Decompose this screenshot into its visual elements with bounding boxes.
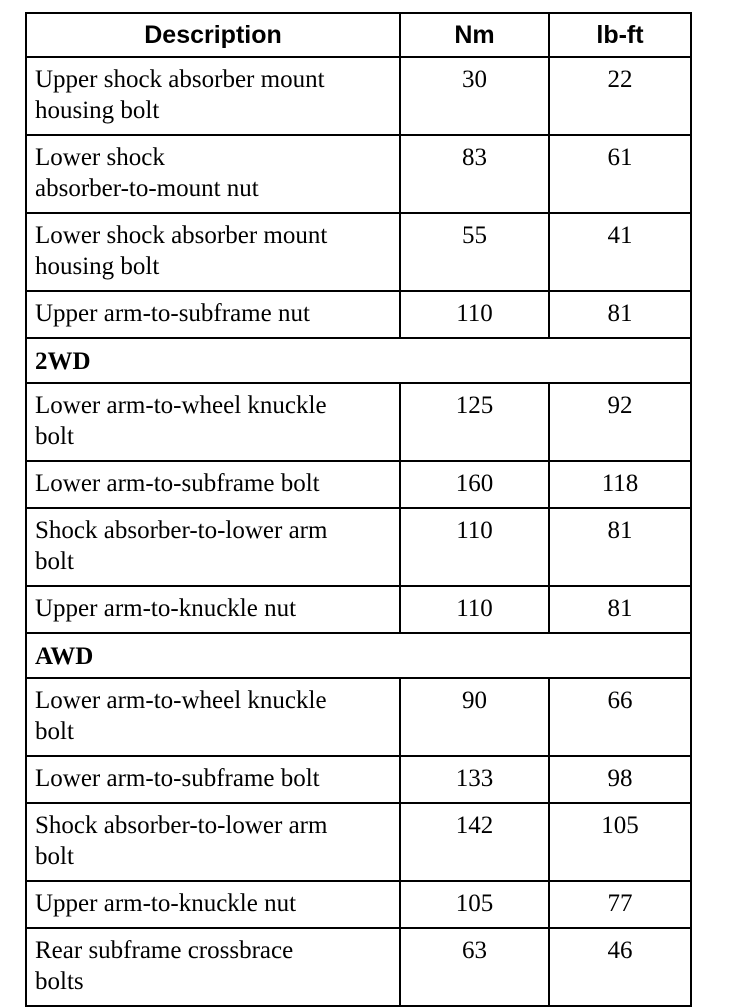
description-line: Shock absorber-to-lower arm: [35, 812, 328, 839]
nm-value-cell: 110: [400, 586, 549, 633]
lbft-value-cell: 61: [549, 135, 691, 213]
description-line: Upper arm-to-knuckle nut: [35, 595, 297, 622]
table-row: [26, 928, 691, 1006]
description-line: housing bolt: [35, 97, 160, 124]
description-line: Upper arm-to-knuckle nut: [35, 890, 297, 917]
description-line: Lower arm-to-wheel knuckle: [35, 392, 327, 419]
nm-value-cell: 63: [400, 928, 549, 1006]
nm-value-cell: 160: [400, 461, 549, 508]
table-row: [26, 291, 691, 338]
column-header-lbft: lb-ft: [549, 13, 691, 57]
table-row: [26, 213, 691, 291]
description-cell: [26, 586, 400, 633]
table-row: [26, 803, 691, 881]
description-line: bolt: [35, 423, 74, 450]
description-line: Upper arm-to-subframe nut: [35, 300, 310, 327]
lbft-value-cell: 81: [549, 291, 691, 338]
description-cell: [26, 291, 400, 338]
table-row: [26, 135, 691, 213]
lbft-value-cell: 118: [549, 461, 691, 508]
column-header-description: Description: [26, 13, 400, 57]
description-line: Lower arm-to-wheel knuckle: [35, 687, 327, 714]
description-cell: [26, 461, 400, 508]
description-cell: [26, 928, 400, 1006]
description-line: Lower shock absorber mount: [35, 222, 328, 249]
nm-value-cell: 125: [400, 383, 549, 461]
nm-value-cell: 110: [400, 291, 549, 338]
description-line: housing bolt: [35, 253, 160, 280]
table-row: [26, 508, 691, 586]
description-line: Rear subframe crossbrace: [35, 937, 294, 964]
table-row: [26, 881, 691, 928]
description-cell: [26, 678, 400, 756]
lbft-value-cell: 77: [549, 881, 691, 928]
description-cell: [26, 213, 400, 291]
lbft-value-cell: 81: [549, 586, 691, 633]
description-line: Shock absorber-to-lower arm: [35, 517, 328, 544]
table-body: [26, 57, 691, 1006]
lbft-value-cell: 105: [549, 803, 691, 881]
description-line: Lower shock: [35, 144, 165, 171]
nm-value-cell: 83: [400, 135, 549, 213]
lbft-value-cell: 92: [549, 383, 691, 461]
description-cell: [26, 756, 400, 803]
description-line: bolts: [35, 968, 84, 995]
table-row: [26, 678, 691, 756]
description-cell: [26, 508, 400, 586]
description-line: Lower arm-to-subframe bolt: [35, 470, 320, 497]
description-cell: [26, 135, 400, 213]
nm-value-cell: 142: [400, 803, 549, 881]
nm-value-cell: 55: [400, 213, 549, 291]
lbft-value-cell: 41: [549, 213, 691, 291]
description-line: absorber-to-mount nut: [35, 175, 259, 202]
nm-value-cell: 90: [400, 678, 549, 756]
lbft-value-cell: 66: [549, 678, 691, 756]
header-row: [26, 13, 691, 57]
lbft-value-cell: 46: [549, 928, 691, 1006]
description-line: bolt: [35, 718, 74, 745]
table-row: [26, 461, 691, 508]
nm-value-cell: 110: [400, 508, 549, 586]
lbft-value-cell: 98: [549, 756, 691, 803]
description-line: Lower arm-to-subframe bolt: [35, 765, 320, 792]
description-cell: [26, 383, 400, 461]
section-header-row: [26, 633, 691, 678]
description-line: Upper shock absorber mount: [35, 66, 325, 93]
column-header-nm: Nm: [400, 13, 549, 57]
lbft-value-cell: 22: [549, 57, 691, 135]
section-header-row: [26, 338, 691, 383]
nm-value-cell: 105: [400, 881, 549, 928]
section-title: AWD: [26, 633, 691, 678]
table-row: [26, 383, 691, 461]
description-line: bolt: [35, 548, 74, 575]
description-cell: [26, 803, 400, 881]
table-row: [26, 57, 691, 135]
nm-value-cell: 133: [400, 756, 549, 803]
description-cell: [26, 57, 400, 135]
description-line: bolt: [35, 843, 74, 870]
nm-value-cell: 30: [400, 57, 549, 135]
torque-specification-table: [25, 12, 692, 1007]
description-cell: [26, 881, 400, 928]
table-row: [26, 586, 691, 633]
section-title: 2WD: [26, 338, 691, 383]
lbft-value-cell: 81: [549, 508, 691, 586]
table-row: [26, 756, 691, 803]
